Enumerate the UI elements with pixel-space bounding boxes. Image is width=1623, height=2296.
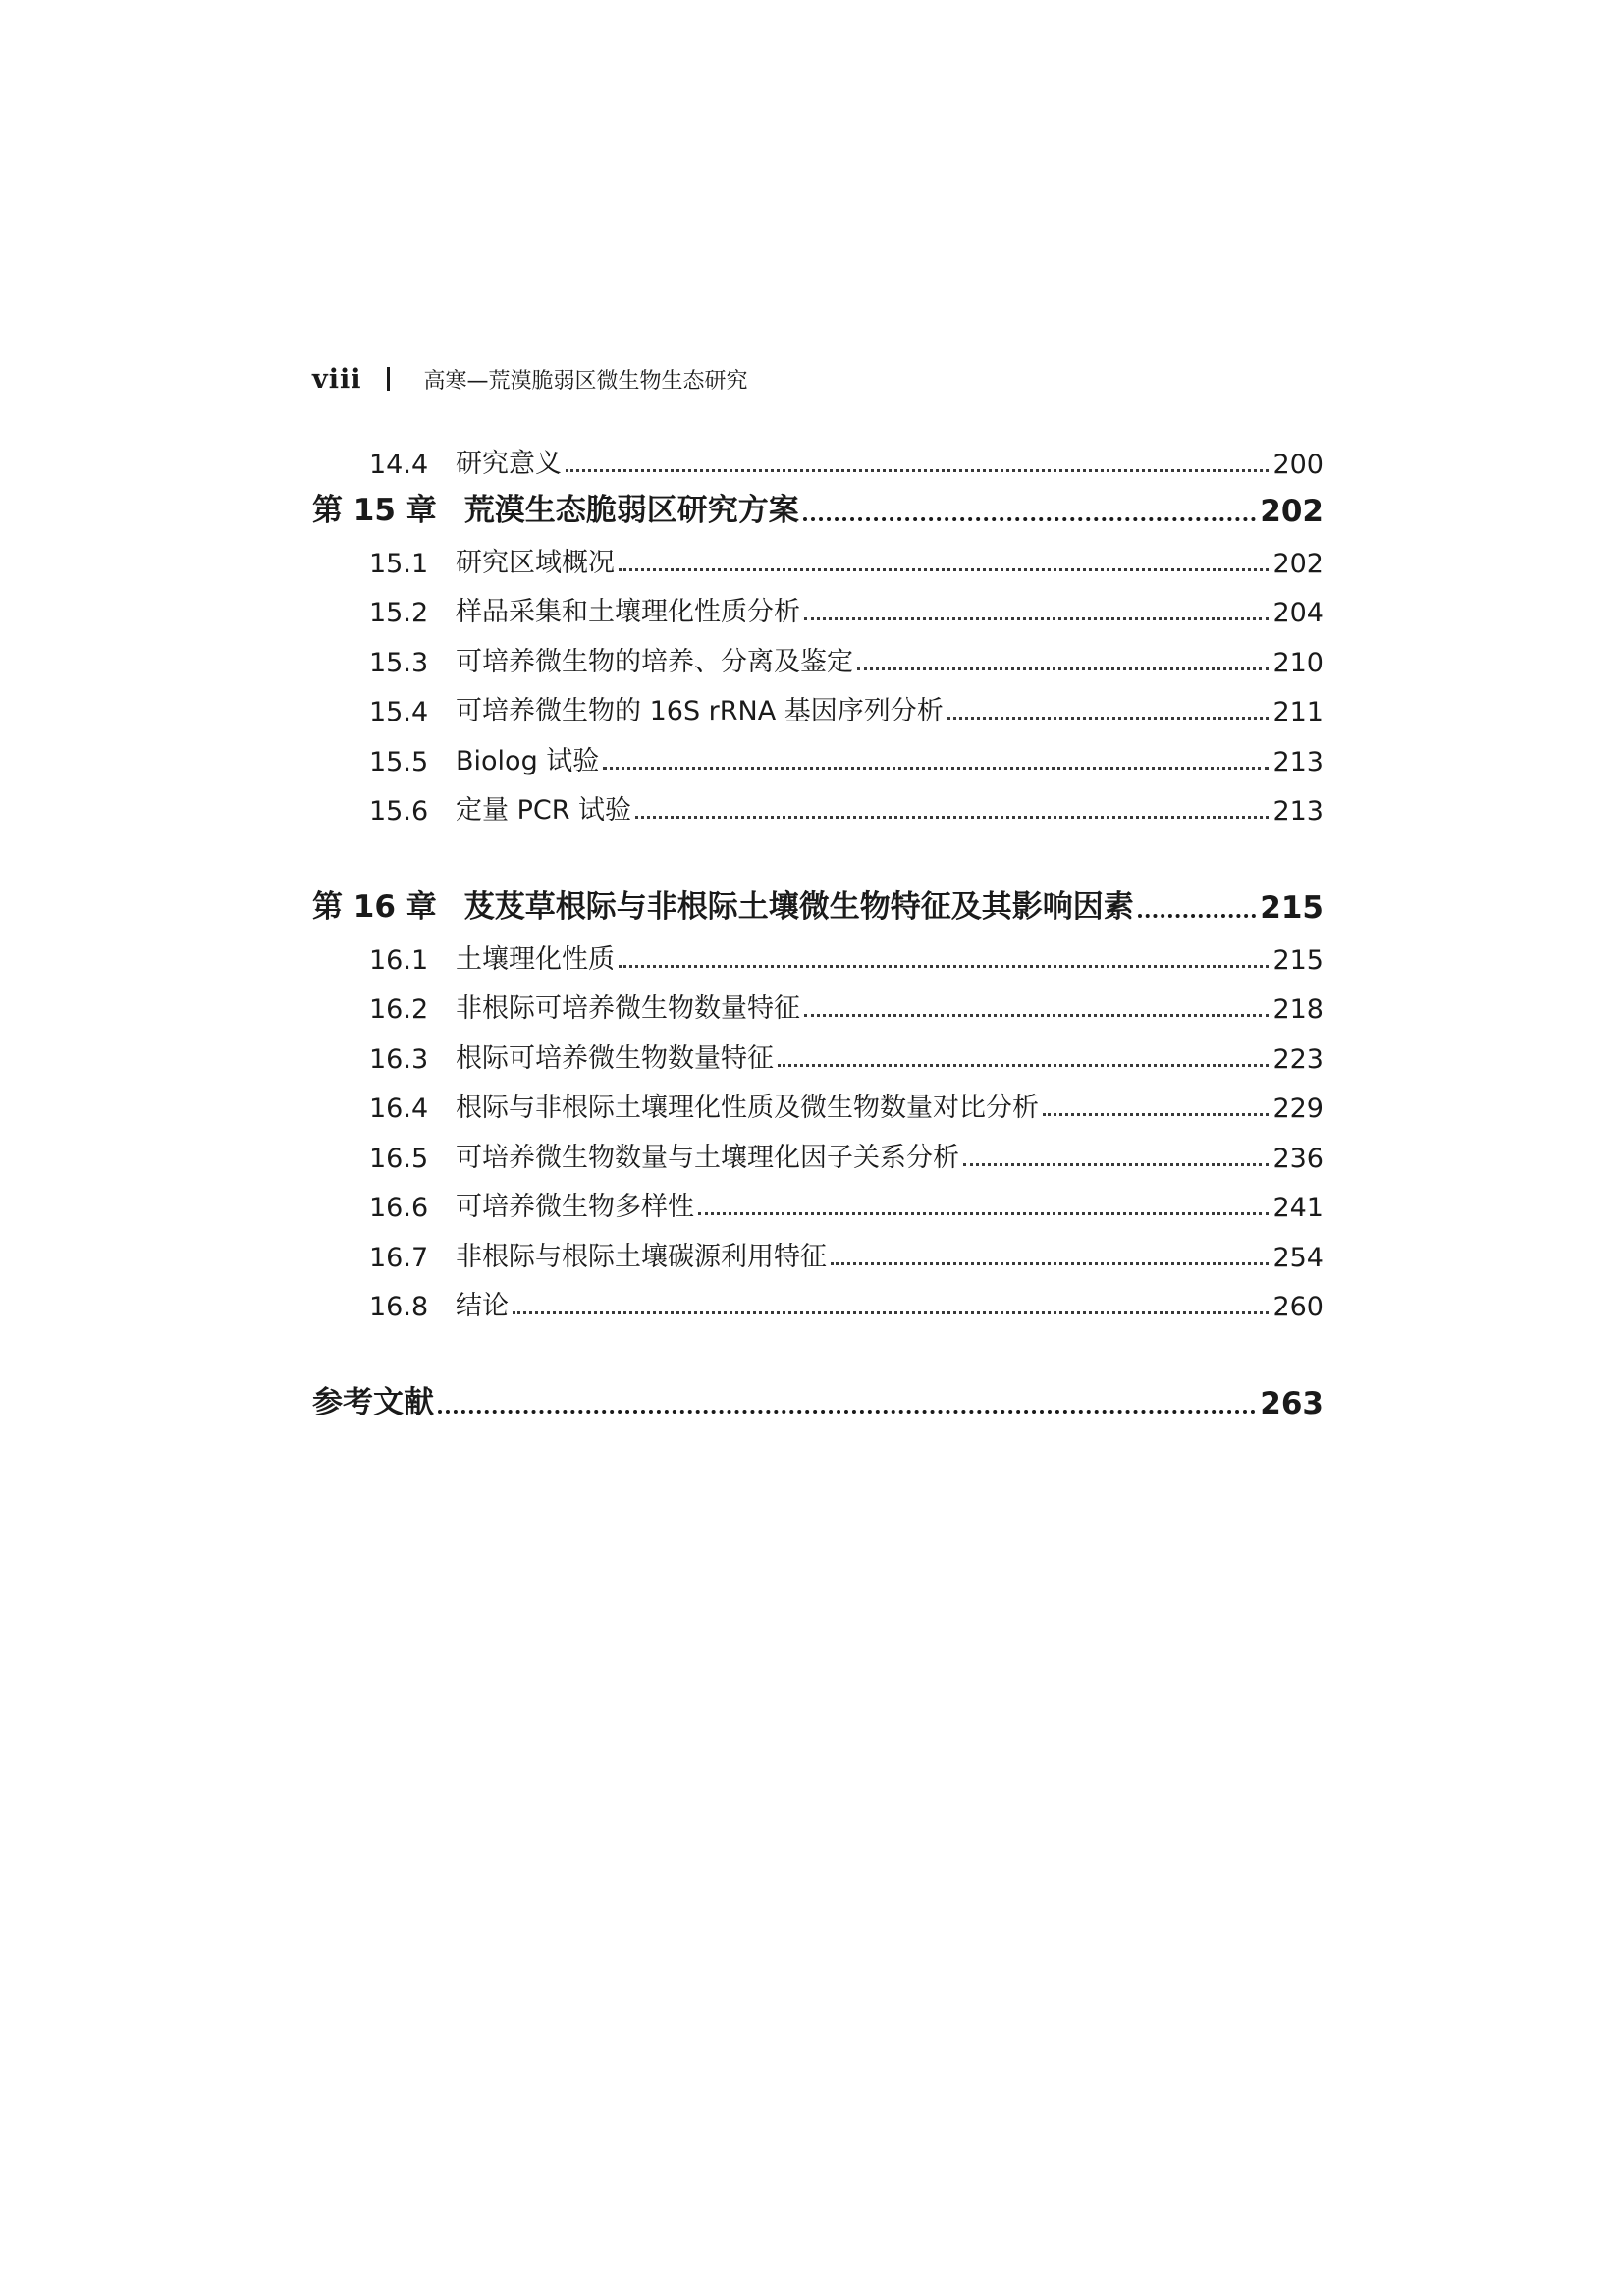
toc-chapter-title: 荒漠生态脆弱区研究方案 <box>463 493 799 528</box>
toc-chapter-title: 芨芨草根际与非根际土壤微生物特征及其影响因素 <box>463 889 1134 925</box>
toc-entry-15-5[interactable] <box>312 734 1324 777</box>
toc-entry-number: 16.1 <box>369 945 429 976</box>
toc-entry-16-7[interactable] <box>312 1230 1324 1273</box>
toc-entry-15-2[interactable] <box>312 585 1324 628</box>
dot-leader <box>438 1409 1256 1414</box>
toc-entry-number: 15.3 <box>369 648 429 678</box>
toc-entry-15-3[interactable] <box>312 635 1324 678</box>
dot-leader <box>831 1261 1269 1265</box>
toc-entry-page: 218 <box>1272 994 1324 1025</box>
toc-entry-title: 根际与非根际土壤理化性质及微生物数量对比分析 <box>456 1093 1039 1123</box>
toc-entry-16-8[interactable] <box>312 1279 1324 1322</box>
running-head <box>312 359 747 399</box>
dot-leader <box>804 616 1269 620</box>
toc-entry-number: 15.5 <box>369 747 429 777</box>
toc-entry-title: 根际可培养微生物数量特征 <box>456 1043 774 1074</box>
toc-entry-number: 16.8 <box>369 1292 429 1322</box>
dot-leader <box>803 516 1257 521</box>
book-title: 高寒—荒漠脆弱区微生物生态研究 <box>423 368 748 394</box>
toc-entry-title: 非根际与根际土壤碳源利用特征 <box>456 1242 827 1272</box>
toc-entry-page: 236 <box>1272 1144 1324 1174</box>
toc-entry-page: 254 <box>1272 1243 1324 1273</box>
toc-entry-page: 211 <box>1272 697 1324 727</box>
toc-chapter-page: 215 <box>1260 890 1324 926</box>
dot-leader <box>603 766 1269 770</box>
toc-entry-page: 215 <box>1272 945 1324 976</box>
toc-entry-title: 可培养微生物数量与土壤理化因子关系分析 <box>456 1143 959 1173</box>
toc-entry-number: 16.7 <box>369 1243 429 1273</box>
toc-entry-page: 229 <box>1272 1094 1324 1124</box>
toc-entry-number: 16.6 <box>369 1193 429 1223</box>
toc-chapter-number: 第 16 章 <box>312 889 437 925</box>
toc-entry-title: 非根际可培养微生物数量特征 <box>456 993 800 1024</box>
toc-chapter-number: 第 15 章 <box>312 493 437 528</box>
toc-entry-page: 213 <box>1272 747 1324 777</box>
toc-chapter-title: 参考文献 <box>312 1385 434 1420</box>
toc-entry-page: 223 <box>1272 1044 1324 1075</box>
toc-chapter-16[interactable] <box>312 882 1324 926</box>
toc-entry-title: 研究区域概况 <box>456 548 615 578</box>
toc-entry-page: 202 <box>1272 549 1324 579</box>
toc-entry-page: 204 <box>1272 598 1324 628</box>
dot-leader <box>619 964 1269 968</box>
toc-entry-page: 200 <box>1272 450 1324 480</box>
toc-entry-title: 可培养微生物多样性 <box>456 1192 694 1222</box>
toc-entry-page: 210 <box>1272 648 1324 678</box>
toc-entry-number: 15.2 <box>369 598 429 628</box>
toc-entry-16-5[interactable] <box>312 1131 1324 1174</box>
toc-entry-number: 15.6 <box>369 796 429 827</box>
dot-leader <box>698 1211 1269 1215</box>
toc-entry-number: 16.2 <box>369 994 429 1025</box>
toc-entry-14-4[interactable] <box>312 437 1324 480</box>
dot-leader <box>1043 1112 1269 1116</box>
toc-entry-15-4[interactable] <box>312 684 1324 727</box>
dot-leader <box>963 1162 1269 1166</box>
dot-leader <box>947 716 1270 720</box>
dot-leader <box>513 1310 1269 1314</box>
dot-leader <box>857 667 1269 670</box>
toc-entry-title: 研究意义 <box>456 449 562 479</box>
toc-entry-number: 14.4 <box>369 450 429 480</box>
toc-entry-title: 可培养微生物的 16S rRNA 基因序列分析 <box>456 696 944 726</box>
toc-entry-16-2[interactable] <box>312 982 1324 1025</box>
dot-leader <box>1138 913 1257 918</box>
dot-leader <box>619 567 1269 571</box>
dot-leader <box>566 468 1269 472</box>
toc-entry-16-6[interactable] <box>312 1180 1324 1223</box>
dot-leader <box>778 1063 1269 1067</box>
toc-entry-title: Biolog 试验 <box>456 746 600 776</box>
toc-chapter-15[interactable] <box>312 486 1324 529</box>
toc-entry-number: 16.5 <box>369 1144 429 1174</box>
toc-entry-page: 241 <box>1272 1193 1324 1223</box>
toc-entry-page: 260 <box>1272 1292 1324 1322</box>
dot-leader <box>804 1013 1269 1017</box>
toc-entry-number: 15.1 <box>369 549 429 579</box>
toc-entry-16-1[interactable] <box>312 933 1324 976</box>
toc-chapter-page: 263 <box>1260 1386 1324 1421</box>
toc-entry-15-6[interactable] <box>312 783 1324 827</box>
toc-entry-16-4[interactable] <box>312 1081 1324 1124</box>
toc-chapter-page: 202 <box>1260 494 1324 529</box>
toc-entry-16-3[interactable] <box>312 1032 1324 1075</box>
toc-entry-title: 定量 PCR 试验 <box>456 795 632 826</box>
dot-leader <box>635 815 1269 819</box>
page-number: viii <box>312 363 362 395</box>
toc-entry-15-1[interactable] <box>312 536 1324 579</box>
toc-entry-title: 样品采集和土壤理化性质分析 <box>456 597 800 627</box>
toc-references[interactable] <box>312 1378 1324 1421</box>
toc-entry-page: 213 <box>1272 796 1324 827</box>
header-divider <box>387 367 390 391</box>
toc-entry-title: 结论 <box>456 1291 509 1321</box>
toc-entry-number: 16.3 <box>369 1044 429 1075</box>
toc-entry-number: 15.4 <box>369 697 429 727</box>
toc-entry-title: 可培养微生物的培养、分离及鉴定 <box>456 647 853 677</box>
toc-entry-title: 土壤理化性质 <box>456 944 615 975</box>
toc-entry-number: 16.4 <box>369 1094 429 1124</box>
